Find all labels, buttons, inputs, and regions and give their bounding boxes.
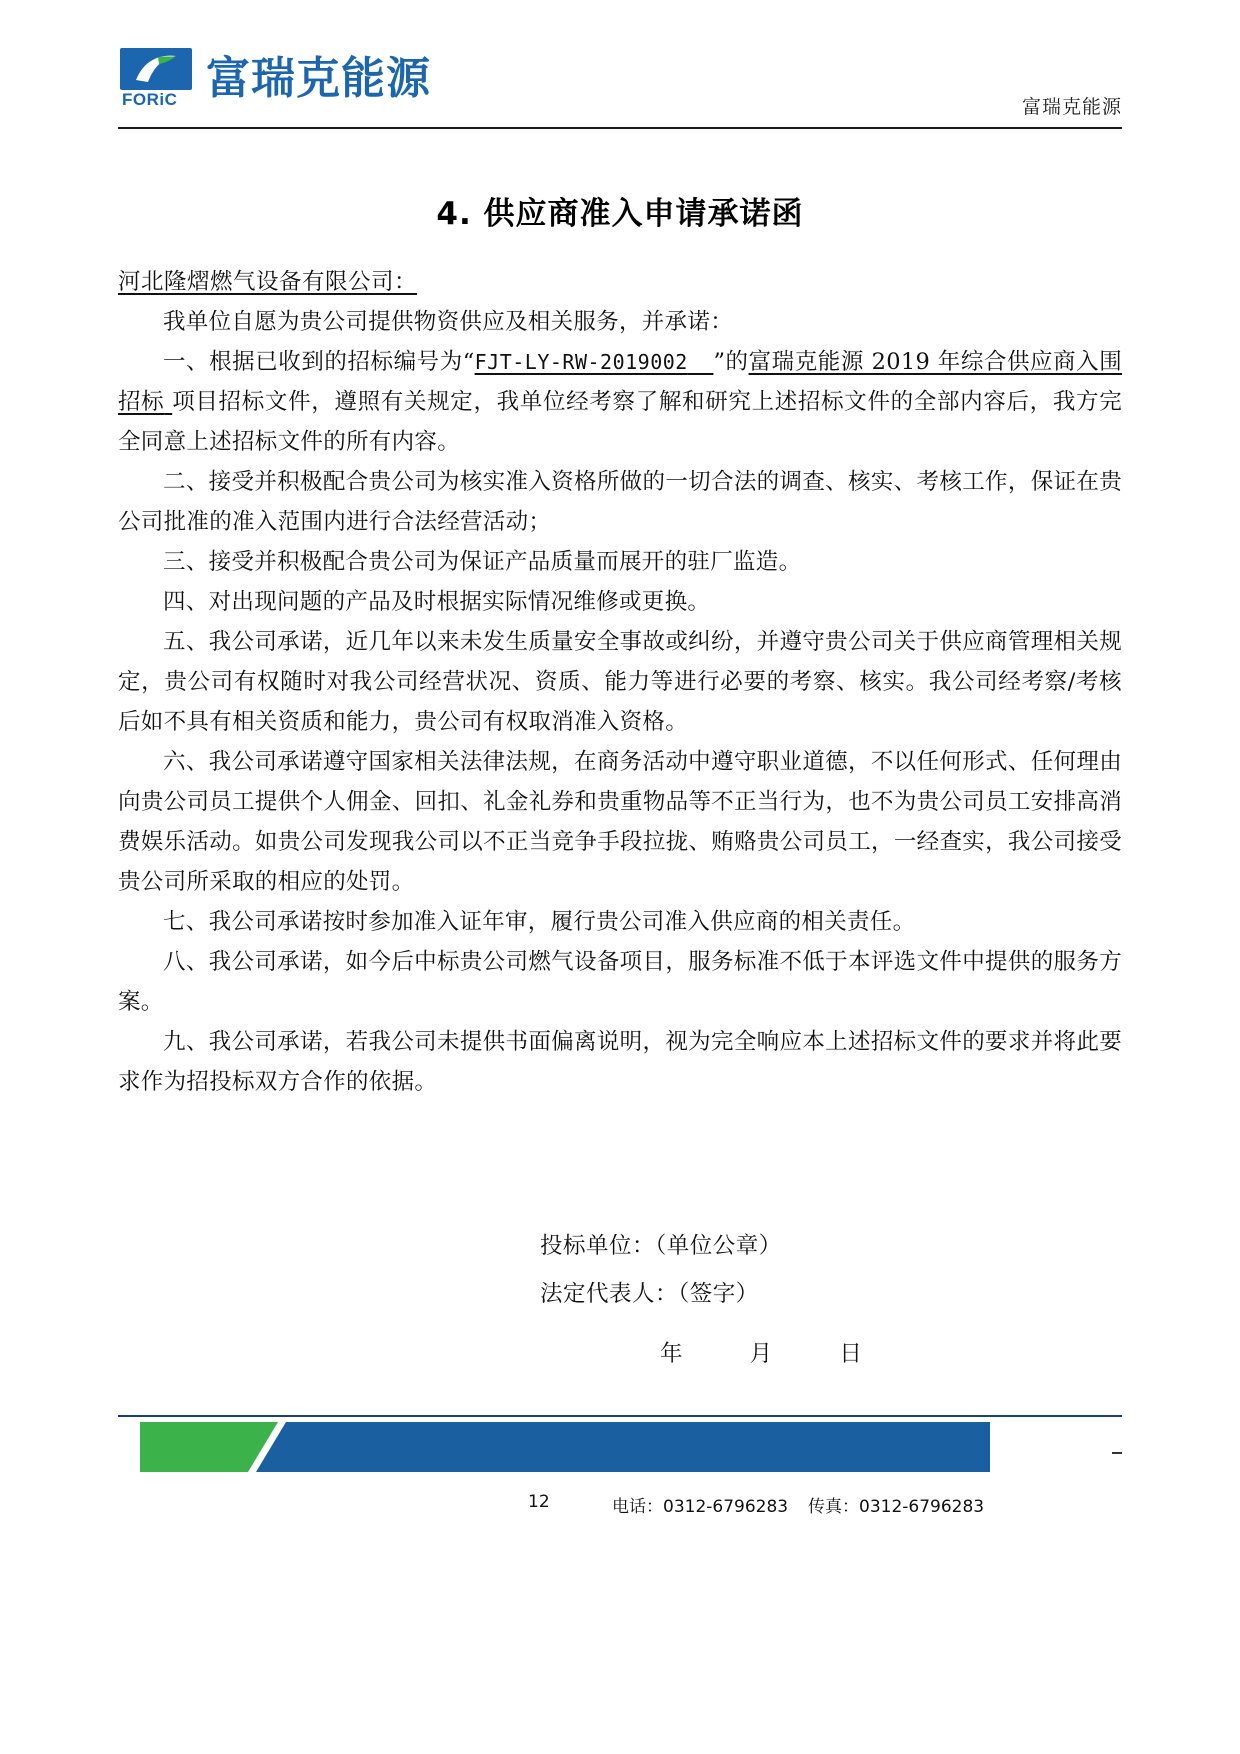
paragraph-clause-one (118, 342, 1122, 462)
foric-logo-mark (120, 48, 192, 110)
logo-swoosh-icon (134, 54, 178, 84)
project-name-trailing-space (164, 389, 172, 415)
legal-representative-line: 法定代表人：（签字） (540, 1281, 759, 1307)
date-line (660, 1336, 862, 1368)
logo-wordmark-cn: 富瑞克能源 (206, 53, 431, 104)
date-month-label: 月 (749, 1341, 773, 1367)
date-day-label: 日 (839, 1341, 862, 1367)
paragraph-clause-seven: 七、我公司承诺按时参加准入证年审，履行贵公司准入供应商的相关责任。 (163, 909, 916, 935)
footer-tick-mark (1112, 1452, 1122, 1454)
bid-number-value: FJT-LY-RW-2019002 (474, 350, 688, 374)
project-name-value: 富瑞克能源 2019 年综合供应商入围招标 (118, 349, 1123, 415)
logo-wordmark-en: FORiC (122, 90, 178, 109)
clause-one-mid: ”的 (713, 349, 749, 375)
bid-number-trailing-space (688, 350, 714, 374)
header-company-name: 富瑞克能源 (1021, 96, 1122, 118)
page-title: 4. 供应商准入申请承诺函 (436, 196, 804, 232)
signature-block (540, 1222, 782, 1318)
date-year-label: 年 (660, 1341, 683, 1367)
addressee-text: 河北隆熠燃气设备有限公司： (118, 269, 418, 295)
paragraph-intro: 我单位自愿为贵公司提供物资供应及相关服务，并承诺： (163, 309, 734, 335)
page-number: 12 (528, 1492, 550, 1512)
footer-telephone: 电话：0312-6796283 (612, 1497, 789, 1517)
paragraph-clause-four: 四、对出现问题的产品及时根据实际情况维修或更换。 (163, 589, 711, 615)
header-divider (118, 127, 1122, 129)
paragraph-clause-six: 六、我公司承诺遵守国家相关法律法规，在商务活动中遵守职业道德，不以任何形式、任何理由向贵公司员工提供个人佣金、回扣、礼金礼券和贵重物品等不正当行为，也不为贵公司员工安排高消费娱乐活动。如贵公司发现我公司以不正当竞争手段拉拢、贿赂贵公司员工，一经查实，我公司接受贵公司所采取的相应的处罚。 (118, 749, 1122, 895)
footer-divider (118, 1415, 1122, 1417)
addressee-line (118, 262, 1122, 302)
clause-one-prefix: 一、根据已收到的招标编号为“ (163, 349, 475, 375)
paragraph-clause-two: 二、接受并积极配合贵公司为核实准入资格所做的一切合法的调查、核实、考核工作，保证在贵公司批准的准入范围内进行合法经营活动； (118, 469, 1122, 535)
paragraph-clause-nine: 九、我公司承诺，若我公司未提供书面偏离说明，视为完全响应本上述招标文件的要求并将此要求作为招投标双方合作的依据。 (118, 1029, 1122, 1095)
footer-fax: 传真：0312-6796283 (808, 1497, 985, 1517)
paragraph-clause-eight: 八、我公司承诺，如今后中标贵公司燃气设备项目，服务标准不低于本评选文件中提供的服务方案。 (118, 949, 1122, 1015)
page-header (0, 0, 1240, 132)
paragraph-clause-three: 三、接受并积极配合贵公司为保证产品质量而展开的驻厂监造。 (163, 549, 802, 575)
document-body (118, 262, 1122, 1102)
footer-decoration (0, 1418, 1240, 1478)
bidder-signature-line: 投标单位：（单位公章） (540, 1233, 782, 1259)
company-logo (120, 48, 431, 110)
paragraph-clause-five: 五、我公司承诺，近几年以来未发生质量安全事故或纠纷，并遵守贵公司关于供应商管理相关规定，贵公司有权随时对我公司经营状况、资质、能力等进行必要的考察、核实。我公司经考察/考核后如不具有相关资质和能力，贵公司有权取消准入资格。 (118, 629, 1122, 735)
clause-one-suffix: 项目招标文件，遵照有关规定，我单位经考察了解和研究上述招标文件的全部内容后，我方完全同意上述招标文件的所有内容。 (118, 389, 1122, 455)
